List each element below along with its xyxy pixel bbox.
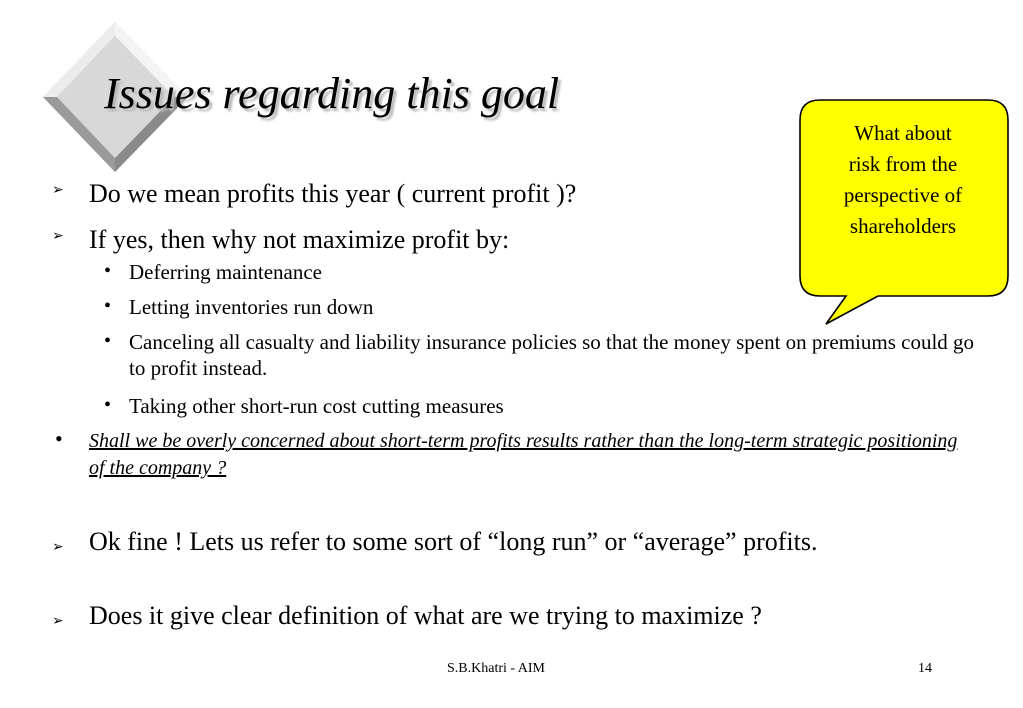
dot-bullet-icon: • [104, 295, 112, 317]
sub-bullet-text: Deferring maintenance [129, 260, 322, 284]
emphasis-text: Shall we be overly concerned about short-term profits results rather than the long-term strategic positioning of the company ? [89, 430, 958, 479]
bullet-text: Do we mean profits this year ( current profit )? [89, 179, 577, 208]
dot-bullet-icon: • [104, 394, 112, 416]
footer-author: S.B.Khatri - AIM [447, 661, 545, 676]
page-number: 14 [918, 661, 932, 676]
arrow-bullet-icon: ➢ [52, 539, 64, 555]
sub-bullet-text: Letting inventories run down [129, 295, 374, 319]
dot-bullet-icon: • [104, 260, 112, 282]
arrow-bullet-icon: ➢ [52, 613, 64, 629]
bullet-text: Ok fine ! Lets us refer to some sort of “long run” or “average” profits. [89, 527, 818, 556]
arrow-bullet-icon: ➢ [52, 228, 64, 244]
bullet-text: Does it give clear definition of what are we trying to maximize ? [89, 601, 762, 630]
callout-line: perspective of [843, 183, 963, 207]
bullet-text: If yes, then why not maximize profit by: [89, 225, 510, 254]
arrow-bullet-icon: ➢ [52, 182, 64, 198]
callout-line: What about [854, 121, 952, 145]
dot-bullet-icon: • [104, 330, 112, 352]
sub-bullet-text: Canceling all casualty and liability insurance policies so that the money spent on premiums could go to profit instead. [129, 330, 975, 380]
slide-title: Issues regarding this goal [104, 69, 560, 118]
sub-bullet-text: Taking other short-run cost cutting measures [129, 394, 504, 418]
callout-line: shareholders [849, 214, 957, 238]
callout-text [808, 118, 998, 242]
dot-bullet-icon: • [55, 426, 63, 451]
callout-line: risk from the [848, 152, 958, 176]
